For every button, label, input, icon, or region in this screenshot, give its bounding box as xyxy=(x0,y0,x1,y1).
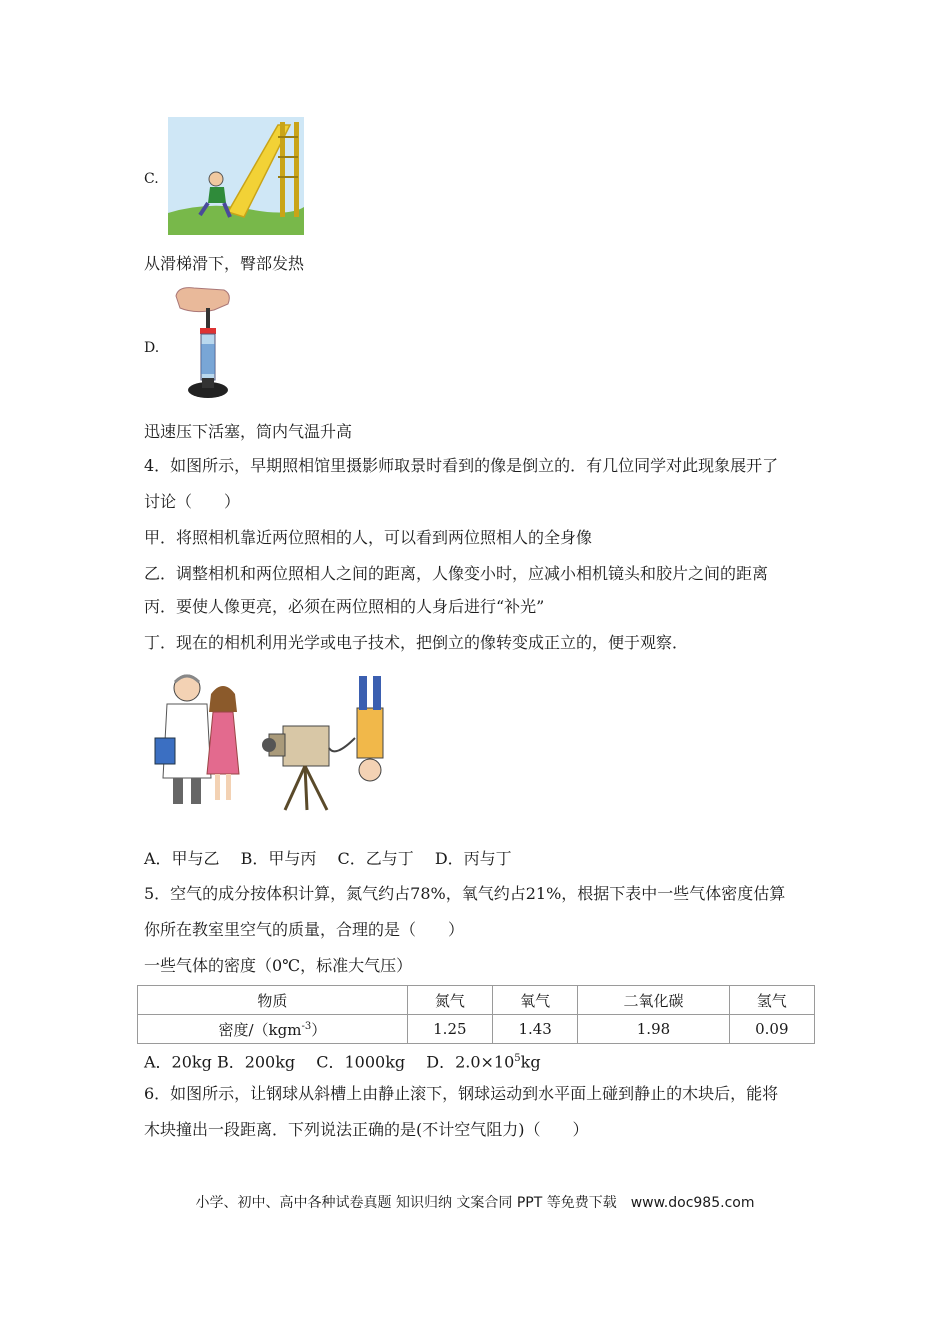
table-cell: 0.09 xyxy=(729,1015,814,1044)
table-header-cell: 物质 xyxy=(138,986,408,1015)
option-d-caption: 迅速压下活塞，筒内气温升高 xyxy=(144,422,353,441)
q5-stem-line1: 5．空气的成分按体积计算，氮气约占78%，氧气约占21%，根据下表中一些气体密度估算 xyxy=(144,884,786,903)
q5-choices: A．20kg B．200kg C．1000kg D．$2.0\times 10^5kg$ xyxy=(144,1052,541,1072)
q4-statement-jia: 甲．将照相机靠近两位照相的人，可以看到两位照相人的全身像 xyxy=(144,528,593,547)
q5-table-title: 一些气体的密度（0℃，标准大气压） xyxy=(144,956,413,975)
table-header-cell: 氮气 xyxy=(407,986,492,1015)
option-c-letter: C. xyxy=(144,171,159,187)
density-row-label: 密度/（kgm$^{-3}$） xyxy=(138,1015,408,1044)
camera-illustration xyxy=(145,668,395,813)
pump-piston-illustration xyxy=(174,286,238,406)
table-header-cell: 氢气 xyxy=(729,986,814,1015)
q4-stem-line1: 4．如图所示，早期照相馆里摄影师取景时看到的像是倒立的．有几位同学对此现象展开了 xyxy=(144,456,779,475)
page-footer: 小学、初中、高中各种试卷真题 知识归纳 文案合同 PPT 等免费下载 www.doc985.com xyxy=(195,1195,755,1211)
q5-stem-line2: 你所在教室里空气的质量，合理的是（ ） xyxy=(144,920,465,939)
table-cell: 1.25 xyxy=(407,1015,492,1044)
q6-stem-line1: 6．如图所示，让钢球从斜槽上由静止滚下，钢球运动到水平面上碰到静止的木块后，能将 xyxy=(144,1084,779,1103)
table-cell: 1.43 xyxy=(493,1015,578,1044)
q4-statement-ding: 丁．现在的相机利用光学或电子技术，把倒立的像转变成正立的，便于观察． xyxy=(144,633,689,652)
table-header-cell: 二氧化碳 xyxy=(578,986,729,1015)
slide-illustration xyxy=(168,117,304,235)
option-d-letter: D. xyxy=(144,340,160,356)
table-header-row xyxy=(138,986,815,1015)
q4-statement-bing: 丙．要使人像更亮，必须在两位照相的人身后进行“补光” xyxy=(144,597,545,616)
table-row xyxy=(138,1015,815,1044)
table-header-cell: 氧气 xyxy=(493,986,578,1015)
q6-stem-line2: 木块撞出一段距离．下列说法正确的是(不计空气阻力)（ ） xyxy=(144,1120,589,1139)
q4-choices: A．甲与乙 B．甲与丙 C．乙与丁 D．丙与丁 xyxy=(144,849,512,868)
q4-stem-line2: 讨论（ ） xyxy=(144,492,241,511)
q4-statement-yi: 乙．调整相机和两位照相人之间的距离，人像变小时，应减小相机镜头和胶片之间的距离 xyxy=(144,564,769,583)
option-c-caption: 从滑梯滑下，臀部发热 xyxy=(144,254,305,273)
table-cell: 1.98 xyxy=(578,1015,729,1044)
gas-density-table xyxy=(137,985,815,1044)
